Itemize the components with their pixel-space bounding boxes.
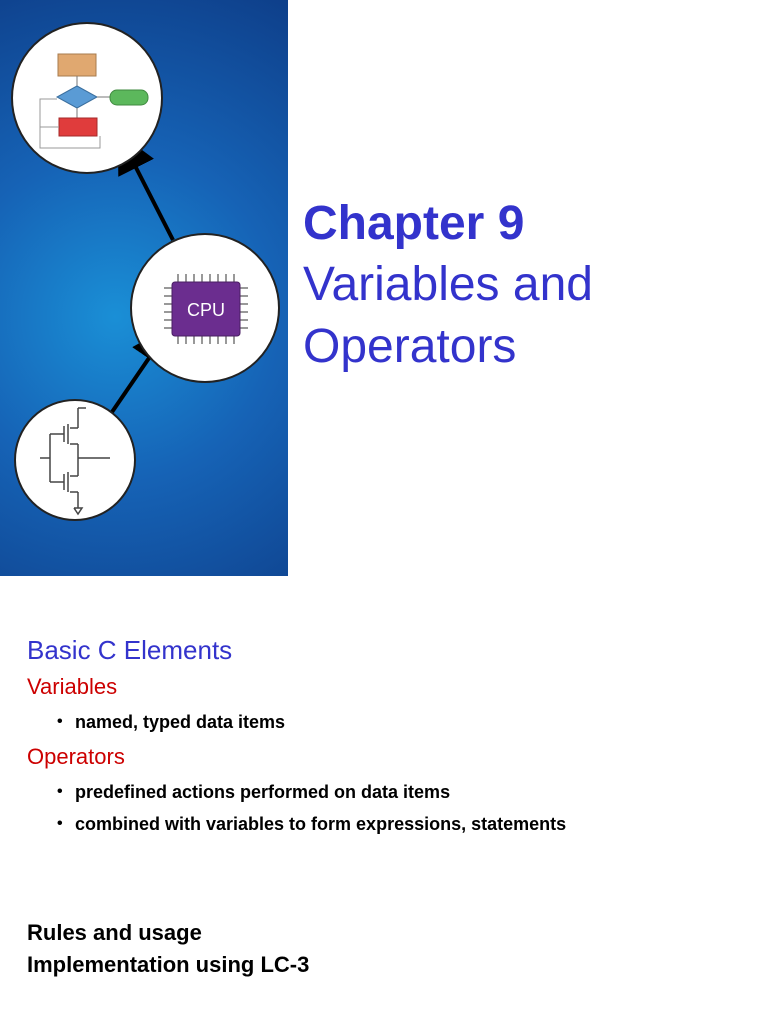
footer-line-implementation: Implementation using LC-3 [27, 952, 310, 977]
footer-line-rules: Rules and usage [27, 920, 202, 945]
section-heading: Basic C Elements [27, 635, 233, 665]
bullet-item: • combined with variables to form expressions, statements [27, 808, 747, 840]
topic-variables: Variables [27, 674, 118, 699]
chapter-subtitle-line2: Operators [303, 320, 517, 373]
outline [27, 632, 747, 844]
cover-art [0, 0, 288, 576]
topic-operators: Operators [27, 744, 125, 769]
chapter-title: Chapter 9 [303, 197, 525, 250]
title-block [303, 194, 593, 378]
chapter-subtitle-line1: Variables and [303, 258, 593, 311]
cover-illustration [0, 0, 288, 576]
cpu-chip-label: CPU [186, 300, 226, 320]
bullet-item: • predefined actions performed on data items [27, 776, 747, 808]
flowchart-terminal [110, 90, 148, 105]
transistor-circle [15, 400, 135, 520]
bullet-item: • named, typed data items [27, 706, 747, 738]
flowchart-circle [12, 23, 162, 173]
arrow-to-flowchart [127, 150, 173, 240]
bullet-list-operators [27, 776, 747, 840]
flowchart-red-box [59, 118, 97, 136]
flowchart-process-box [58, 54, 96, 76]
cpu-circle [131, 234, 279, 382]
bullet-list-variables [27, 706, 747, 738]
footer-lines [27, 917, 309, 981]
